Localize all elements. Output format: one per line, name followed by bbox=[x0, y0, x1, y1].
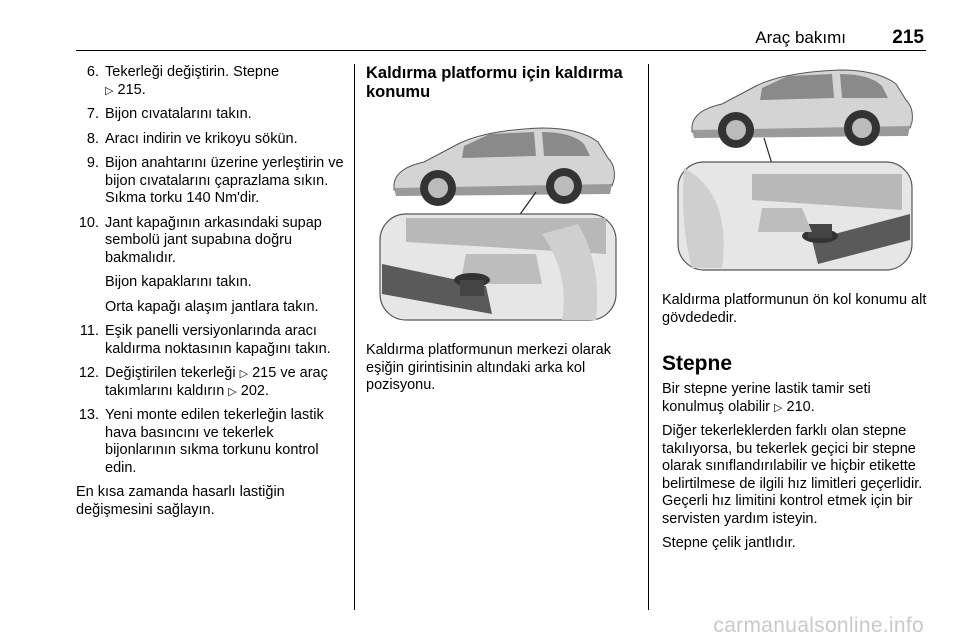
step-11: 11. Eşik panelli versiyonlarında aracı kaldırma noktasının kapağını takın. bbox=[79, 323, 331, 357]
step-13: 13. Yeni monte edilen tekerleğin lastik hava basıncını ve tekerlek bijonlarının sıkma torkunu kontrol edin. bbox=[78, 407, 324, 476]
step-9: 9. Bijon anahtarını üzerine yerleştirin ve bijon cıvatalarını çaprazlama sıkın. Sıkma torku 140 Nm'dir. bbox=[86, 155, 344, 206]
step-7: 7. Bijon cıvatalarını takın. bbox=[86, 106, 252, 122]
rear-lift-point-figure bbox=[366, 114, 634, 326]
watermark-text: carmanualsonline.info bbox=[713, 614, 924, 637]
section-title: Araç bakımı bbox=[755, 28, 846, 47]
page-number: 215 bbox=[892, 27, 924, 48]
figure-caption: Kaldırma platformunun merkezi olarak eşiğin girintisinin altındaki arka kol pozisyonu. bbox=[366, 342, 611, 393]
step-12: 12. Değiştirilen tekerleği ▷ 215 ve araç takımlarını kaldırın ▷ 202. bbox=[78, 365, 328, 399]
section-heading-spare-wheel: Stepne bbox=[662, 352, 733, 375]
step-10-note-caps: Bijon kapaklarını takın. bbox=[105, 274, 252, 290]
column-lift-rear bbox=[366, 64, 636, 395]
reference-arrow-icon: ▷ bbox=[105, 83, 114, 97]
step-8: 8. Aracı indirin ve krikoyu sökün. bbox=[86, 130, 298, 147]
reference-arrow-icon: ▷ bbox=[239, 367, 249, 380]
column-spare-wheel bbox=[662, 64, 928, 560]
column-divider bbox=[354, 64, 355, 610]
page-header bbox=[76, 26, 926, 51]
paragraph-repair-kit: Bir stepne yerine lastik tamir seti konulmuş olabilir ▷ 210. bbox=[662, 381, 871, 415]
paragraph-steel-rim: Stepne çelik jantlıdır. bbox=[662, 535, 796, 551]
page-reference-link[interactable]: 215 ve araç takımlarını kaldırın bbox=[105, 365, 328, 399]
page-reference-link[interactable]: 215. bbox=[117, 81, 146, 98]
page-reference-link[interactable]: 202. bbox=[240, 382, 270, 399]
front-lift-point-figure bbox=[662, 64, 928, 276]
step-10-note-center-cap: Orta kapağı alaşım jantlara takın. bbox=[105, 298, 319, 315]
step-10: 10. Jant kapağının arkasındaki supap sembolü jant supabına doğru bakmalıdır. bbox=[78, 214, 322, 266]
step-6: 6. Tekerleği değiştirin. Stepne ▷ 215. bbox=[86, 64, 280, 98]
closing-note: En kısa zamanda hasarlı lastiğin değişmesini sağlayın. bbox=[76, 484, 285, 518]
reference-arrow-icon: ▷ bbox=[774, 400, 783, 414]
page-reference-link[interactable]: 210. bbox=[786, 398, 815, 415]
reference-arrow-icon: ▷ bbox=[228, 384, 237, 398]
paragraph-temporary-spare: Diğer tekerleklerden farklı olan stepne takılıyorsa, bu tekerlek geçici bir stepne olarak sınıflandırılabilir ve hiçbir etikette belirtilmese de ilgili hız limitleri geçerlidir. Geçerli hız limitini kontrol etmek için bir servisten yardım isteyin. bbox=[662, 423, 923, 527]
section-heading: Kaldırma platformu için kaldırma konumu bbox=[366, 64, 623, 101]
column-steps bbox=[76, 64, 346, 526]
figure-caption: Kaldırma platformunun ön kol konumu alt gövdededir. bbox=[662, 292, 927, 326]
column-divider bbox=[648, 64, 649, 610]
